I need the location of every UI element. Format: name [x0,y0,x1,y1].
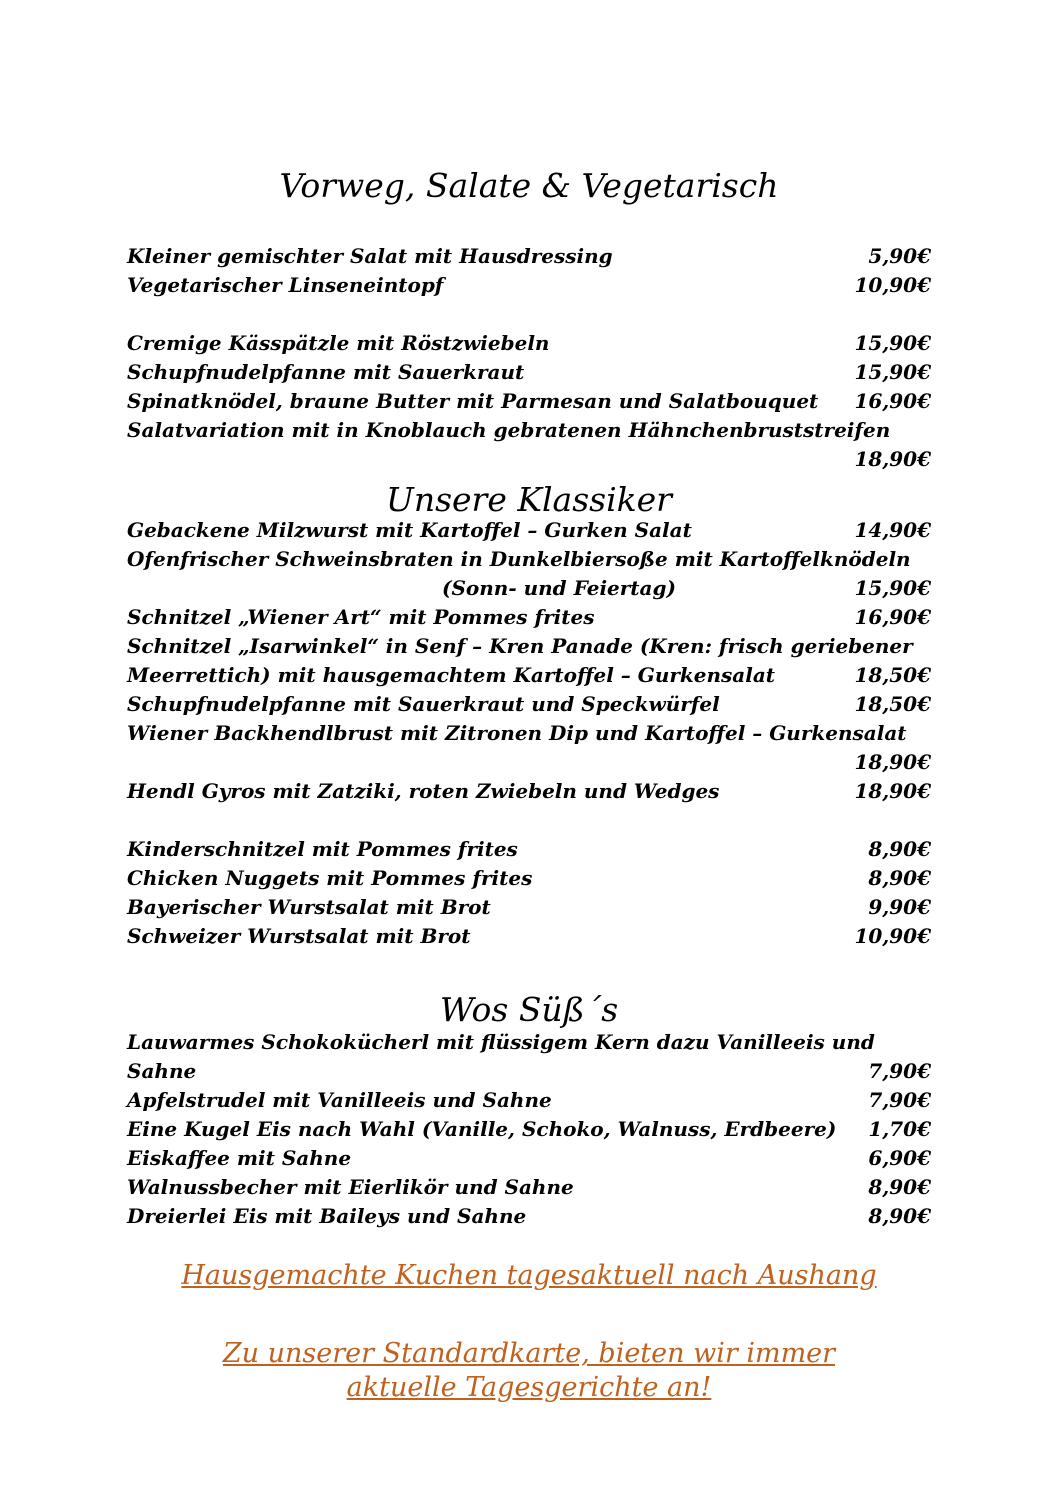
section-title-klassiker: Unsere Klassiker [386,480,672,519]
menu-item-row [127,719,931,748]
menu-item-row [127,1173,931,1202]
menu-item-row [127,445,931,474]
menu-item-name: Bayerischer Wurstsalat mit Brot [127,895,491,919]
menu-item-price: 8,90€ [868,837,931,861]
menu-content [127,160,931,1405]
menu-item-name: Schnitzel „Isarwinkel“ in Senf – Kren Panade (Kren: frisch geriebener [127,634,913,658]
menu-item-name: Schupfnudelpfanne mit Sauerkraut [127,360,525,384]
menu-item-row [127,358,931,387]
menu-item-row [127,516,931,545]
row-spacer [127,806,931,835]
menu-item-row [127,574,931,603]
menu-item-price: 14,90€ [854,518,931,542]
menu-item-row [127,835,931,864]
cake-notice: Hausgemachte Kuchen tagesaktuell nach Aushang [181,1260,877,1291]
menu-item-row [127,661,931,690]
menu-item-name: Gebackene Milzwurst mit Kartoffel – Gurken Salat [127,518,692,542]
menu-item-name: Schnitzel „Wiener Art“ mit Pommes frites [127,605,595,629]
menu-item-price: 18,50€ [854,692,931,716]
menu-item-price: 8,90€ [868,1175,931,1199]
menu-item-row [127,777,931,806]
menu-item-row [127,387,931,416]
menu-item-name: Chicken Nuggets mit Pommes frites [127,866,533,890]
menu-item-name: Meerrettich) mit hausgemachtem Kartoffel – Gurkensalat [127,663,776,687]
menu-item-name: Cremige Kässpätzle mit Röstzwiebeln [127,331,550,355]
menu-item-name: Walnussbecher mit Eierlikör und Sahne [127,1175,574,1199]
menu-item-name: Kleiner gemischter Salat mit Hausdressing [127,244,613,268]
menu-item-price: 1,70€ [868,1117,931,1141]
menu-item-name: Lauwarmes Schokokücherl mit flüssigem Kern dazu Vanilleeis und [127,1030,875,1054]
row-spacer [127,300,931,329]
menu-item-name: Dreierlei Eis mit Baileys und Sahne [127,1204,527,1228]
menu-item-row [127,632,931,661]
menu-item-price: 8,90€ [868,866,931,890]
menu-item-name: Schweizer Wurstsalat mit Brot [127,924,471,948]
menu-item-row [127,864,931,893]
menu-item-name: (Sonn- und Feiertag) [442,576,676,600]
menu-item-price: 7,90€ [868,1088,931,1112]
menu-item-price: 7,90€ [868,1059,931,1083]
menu-item-row [127,690,931,719]
menu-item-row [127,329,931,358]
menu-item-price: 18,90€ [854,447,931,471]
menu-item-price: 16,90€ [854,389,931,413]
menu-item-price: 15,90€ [854,576,931,600]
menu-item-row [127,1057,931,1086]
menu-item-row [127,416,931,445]
daily-dishes-notice-line2: aktuelle Tagesgerichte an! [346,1372,712,1403]
menu-item-price: 10,90€ [854,924,931,948]
menu-item-name: Eine Kugel Eis nach Wahl (Vanille, Schoko, Walnuss, Erdbeere) [127,1117,837,1141]
menu-item-name: Hendl Gyros mit Zatziki, roten Zwiebeln und Wedges [127,779,720,803]
section-title-vorweg: Vorweg, Salate & Vegetarisch [279,166,779,205]
menu-item-name: Sahne [127,1059,197,1083]
menu-item-price: 8,90€ [868,1204,931,1228]
menu-item-row [127,1028,931,1057]
menu-item-row [127,1202,931,1231]
menu-item-name: Ofenfrischer Schweinsbraten in Dunkelbiersoße mit Kartoffelknödeln [127,547,911,571]
section-title-suesses: Wos Süß´s [439,990,619,1029]
section-suesses [127,1028,931,1231]
menu-item-row [127,545,931,574]
menu-item-row [127,748,931,777]
menu-item-row [127,1086,931,1115]
menu-item-name: Schupfnudelpfanne mit Sauerkraut und Speckwürfel [127,692,720,716]
menu-item-price: 6,90€ [868,1146,931,1170]
section-vorweg [127,242,931,474]
menu-item-name: Kinderschnitzel mit Pommes frites [127,837,518,861]
daily-dishes-notice-line1: Zu unserer Standardkarte, bieten wir immer [222,1338,836,1369]
menu-item-price: 16,90€ [854,605,931,629]
menu-item-name: Eiskaffee mit Sahne [127,1146,352,1170]
menu-item-row [127,603,931,632]
menu-item-row [127,1144,931,1173]
menu-item-price: 15,90€ [854,360,931,384]
menu-item-row [127,242,931,271]
menu-item-row [127,271,931,300]
menu-item-price: 15,90€ [854,331,931,355]
menu-item-name: Spinatknödel, braune Butter mit Parmesan und Salatbouquet [127,389,819,413]
menu-item-name: Vegetarischer Linseneintopf [127,273,444,297]
menu-item-price: 18,90€ [854,750,931,774]
menu-item-name: Apfelstrudel mit Vanilleeis und Sahne [127,1088,552,1112]
section-klassiker [127,516,931,951]
menu-item-row [127,893,931,922]
menu-item-price: 9,90€ [868,895,931,919]
menu-item-price: 18,90€ [854,779,931,803]
menu-item-price: 5,90€ [868,244,931,268]
menu-item-price: 10,90€ [854,273,931,297]
menu-item-name: Salatvariation mit in Knoblauch gebratenen Hähnchenbruststreifen [127,418,891,442]
menu-item-row [127,922,931,951]
menu-item-price: 18,50€ [854,663,931,687]
menu-item-row [127,1115,931,1144]
menu-item-name: Wiener Backhendlbrust mit Zitronen Dip und Kartoffel – Gurkensalat [127,721,907,745]
